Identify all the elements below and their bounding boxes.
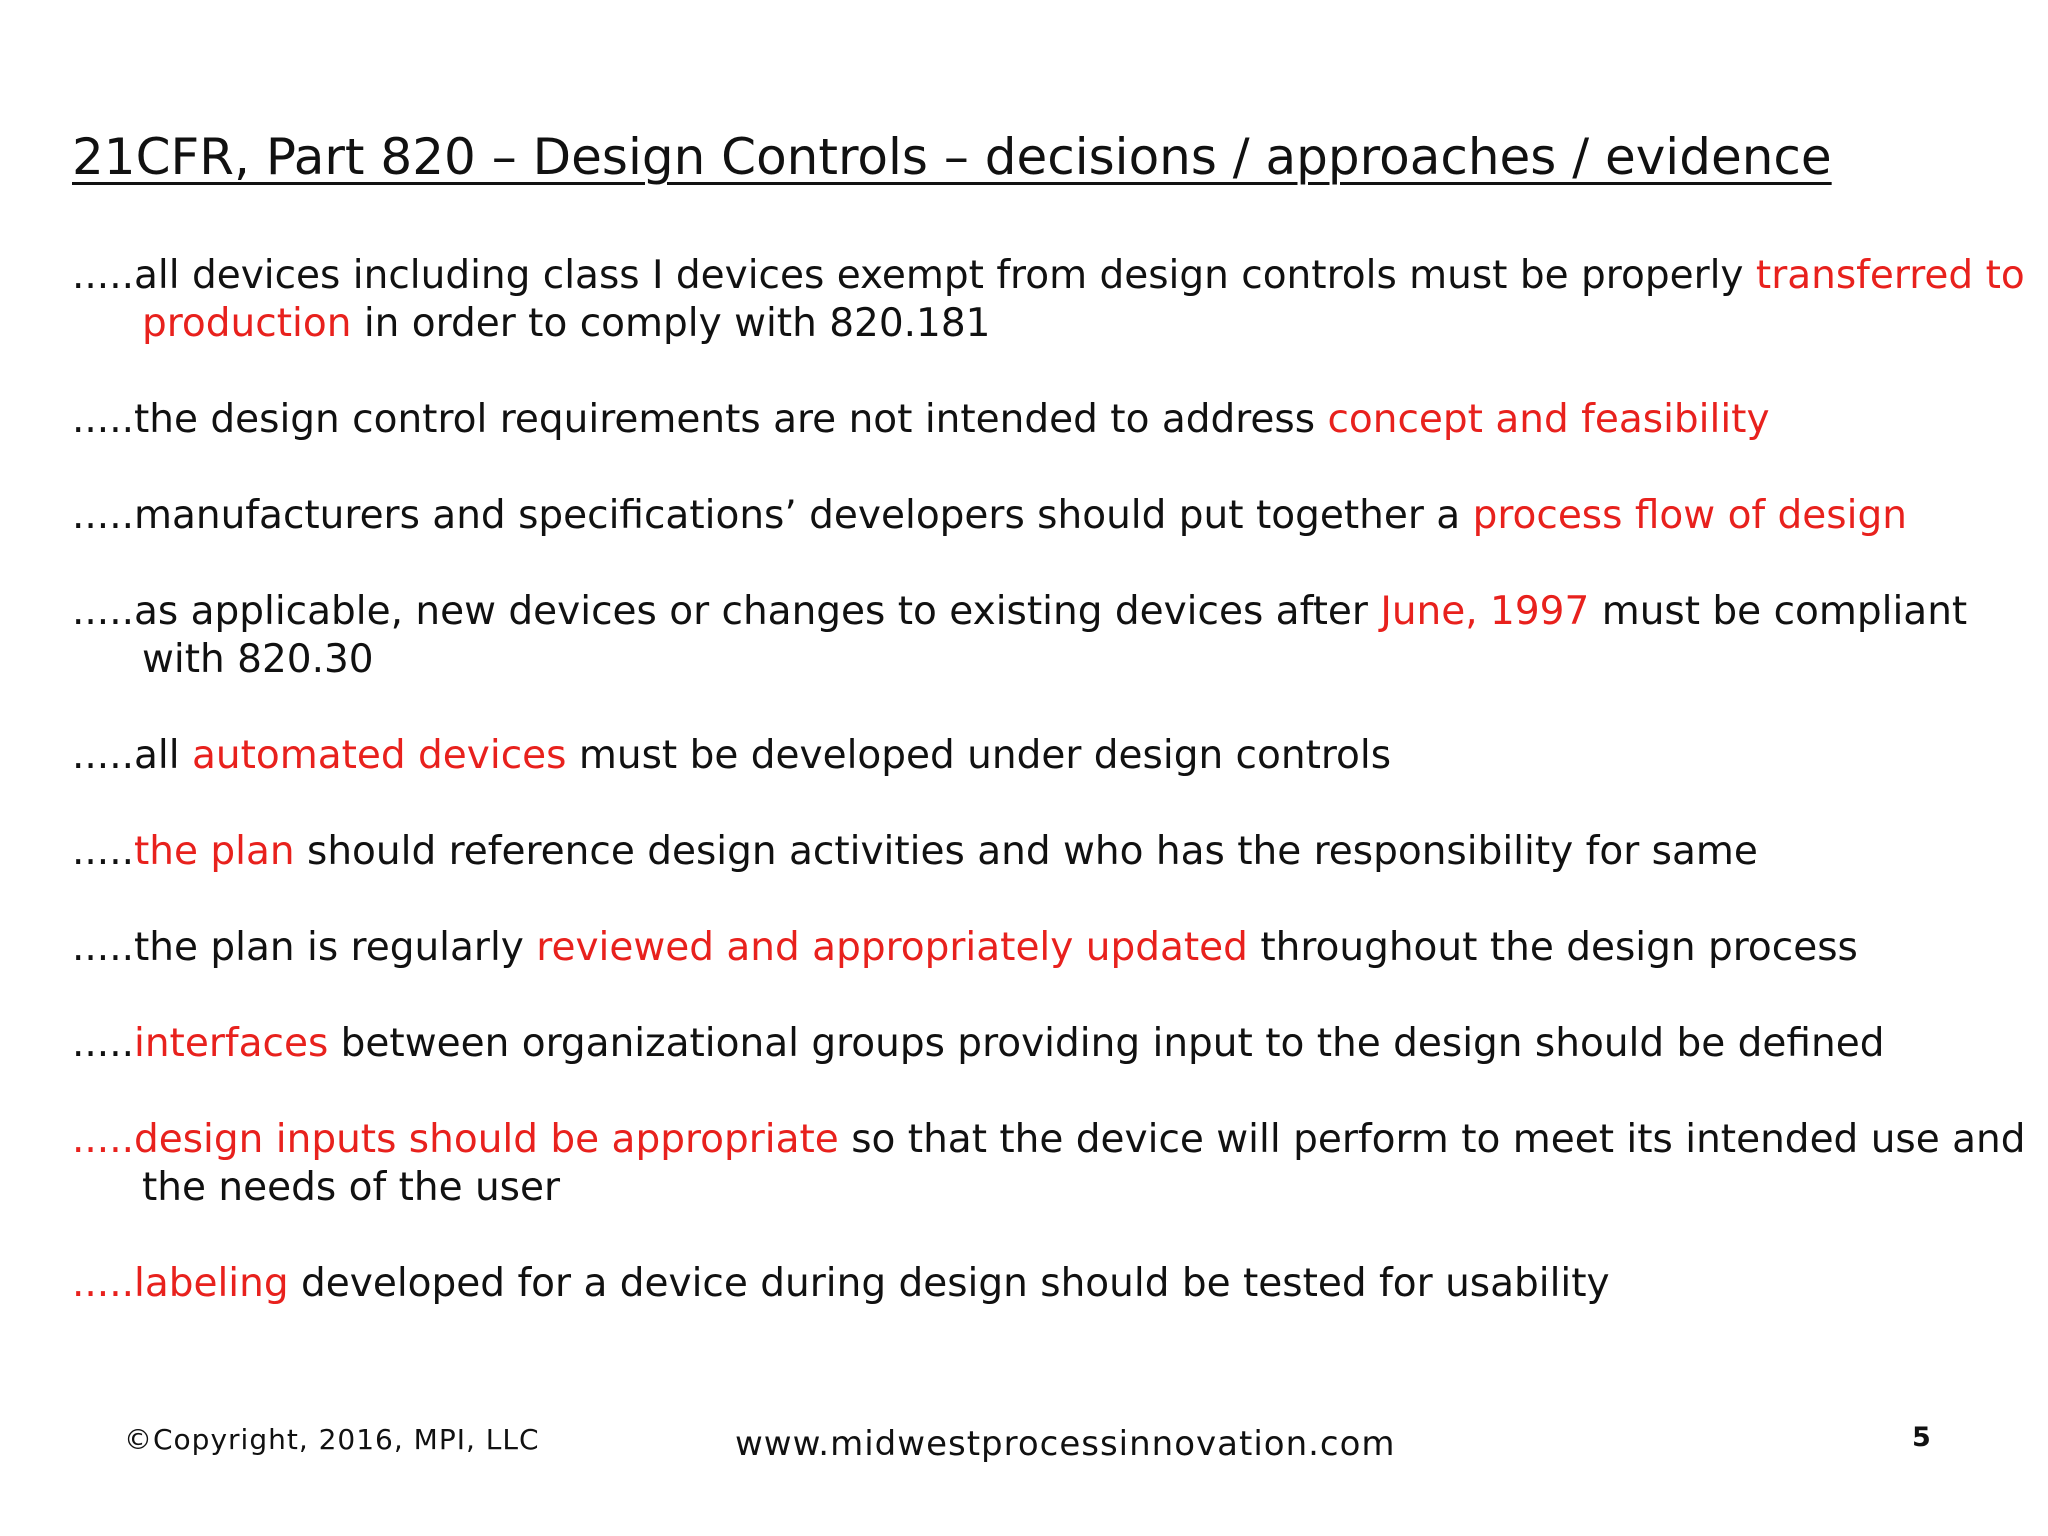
bullet-text: must be compliant with 820.30 <box>142 589 1980 682</box>
bullet-highlight: automated devices <box>191 733 567 778</box>
bullet-item <box>72 828 2032 876</box>
bullet-highlight: transferred to production <box>142 253 2038 346</box>
bullet-item <box>72 252 2038 348</box>
bullet-item <box>72 588 2032 684</box>
bullet-highlight: process flow of design <box>1472 493 1907 538</box>
bullet-highlight: .....design inputs should be appropriate <box>72 1117 839 1162</box>
bullet-text: must be developed under design controls <box>566 733 1392 778</box>
bullet-text: in order to comply with 820.181 <box>351 301 991 346</box>
bullet-item <box>72 1020 2032 1068</box>
bullet-text: .....as applicable, new devices or changes to existing devices after <box>72 589 1381 634</box>
bullet-text: ..... <box>72 1021 134 1066</box>
bullet-highlight: the plan <box>134 829 295 874</box>
bullet-item <box>72 924 2032 972</box>
bullet-highlight: interfaces <box>134 1021 329 1066</box>
bullet-text: between organizational groups providing input to the design should be defined <box>328 1021 1885 1066</box>
bullet-item <box>72 1116 2038 1212</box>
bullet-highlight: June, 1997 <box>1380 589 1590 634</box>
bullet-text: .....the design control requirements are not intended to address <box>72 397 1328 442</box>
page-number: 5 <box>1912 1422 1931 1453</box>
bullet-text: .....manufacturers and specifications’ developers should put together a <box>72 493 1473 538</box>
bullet-item <box>72 732 2032 780</box>
bullet-highlight: concept and feasibility <box>1327 397 1770 442</box>
bullet-text: .....all <box>72 733 192 778</box>
bullet-text: .....the plan is regularly <box>72 925 537 970</box>
bullet-text: should reference design activities and who has the responsibility for same <box>294 829 1758 874</box>
bullet-list <box>72 252 2038 1356</box>
bullet-highlight: .....labeling <box>72 1261 289 1306</box>
bullet-text: developed for a device during design should be tested for usability <box>288 1261 1610 1306</box>
bullet-item <box>72 396 2032 444</box>
bullet-text: .....all devices including class I devices exempt from design controls must be properly <box>72 253 1756 298</box>
footer-url: www.midwestprocessinnovation.com <box>735 1424 1396 1464</box>
footer-copyright: ©Copyright, 2016, MPI, LLC <box>124 1423 540 1456</box>
bullet-text: throughout the design process <box>1247 925 1858 970</box>
bullet-text: so that the device will perform to meet its intended use and the needs of the user <box>142 1117 2038 1210</box>
bullet-item <box>72 1260 2032 1308</box>
bullet-text: ..... <box>72 829 134 874</box>
slide-title: 21CFR, Part 820 – Design Controls – decisions / approaches / evidence <box>72 128 1832 186</box>
bullet-item <box>72 492 2032 540</box>
bullet-highlight: reviewed and appropriately updated <box>536 925 1248 970</box>
